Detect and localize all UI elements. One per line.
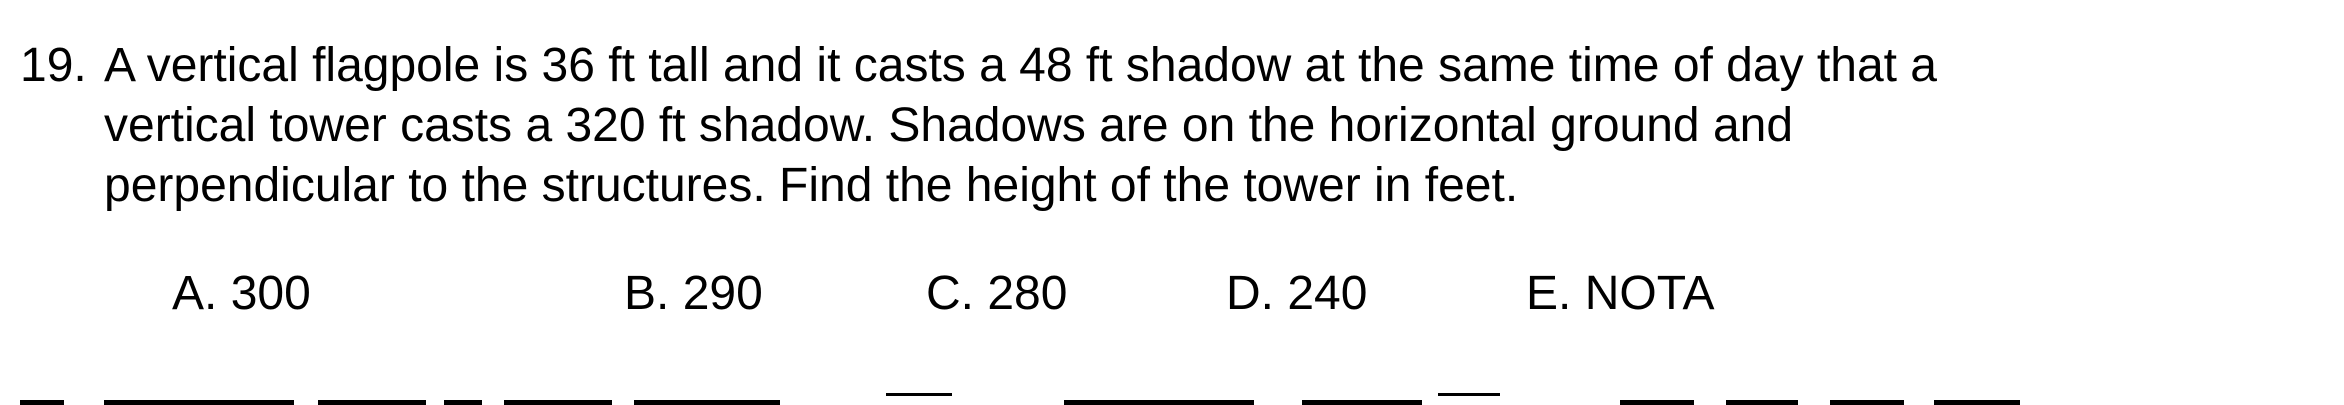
text-fragment (318, 400, 426, 405)
text-fragment (1620, 400, 1694, 405)
answer-choice-e: E. NOTA (1526, 267, 1715, 320)
overline-mark (886, 393, 952, 396)
question-line: vertical tower casts a 320 ft shadow. Shadows are on the horizontal ground and (104, 99, 1794, 152)
question-line: A vertical flagpole is 36 ft tall and it casts a 48 ft shadow at the same time of day that a (104, 39, 1937, 92)
next-question-clipped (0, 380, 2344, 405)
question-line: perpendicular to the structures. Find the height of the tower in feet. (104, 159, 1519, 212)
text-fragment (1064, 400, 1254, 405)
text-fragment (634, 400, 780, 405)
text-fragment (1830, 400, 1904, 405)
text-fragment (504, 400, 612, 405)
text-fragment (1934, 400, 2020, 405)
question-number: 19. (20, 39, 87, 92)
text-fragment (20, 400, 64, 405)
answer-choice-c: C. 280 (926, 267, 1068, 320)
overline-mark (1438, 393, 1500, 396)
text-fragment (444, 400, 482, 405)
text-fragment (1726, 400, 1798, 405)
text-fragment (104, 400, 294, 405)
text-fragment (1302, 400, 1422, 405)
answer-choice-d: D. 240 (1226, 267, 1368, 320)
answer-choice-b: B. 290 (624, 267, 763, 320)
question-text (104, 36, 2104, 216)
answer-choice-a: A. 300 (172, 267, 311, 320)
